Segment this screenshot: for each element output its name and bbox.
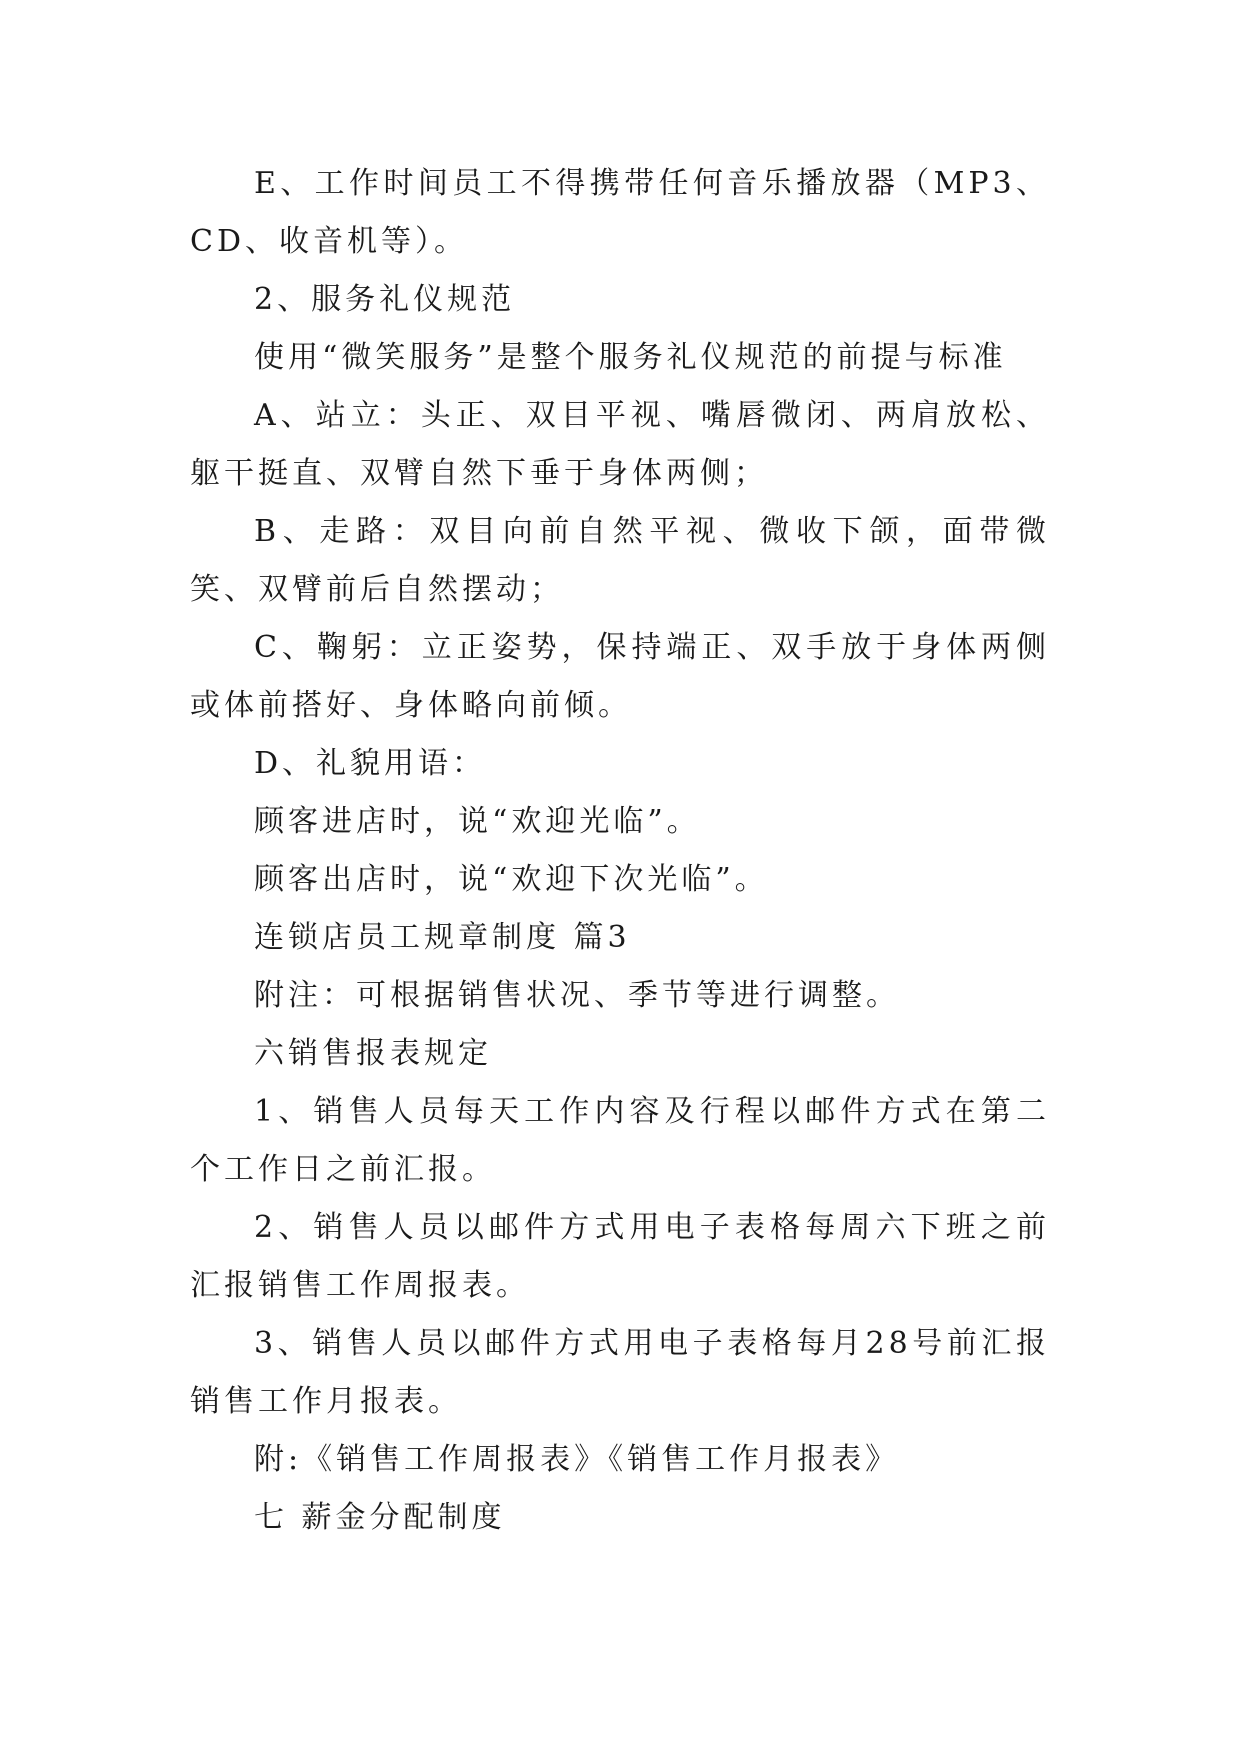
document-body bbox=[190, 155, 1050, 1547]
paragraph-walking: B、走路：双目向前自然平视、微收下颌，面带微笑、双臂前后自然摆动； bbox=[190, 514, 1050, 607]
paragraph-weekly-report: 2、销售人员以邮件方式用电子表格每周六下班之前汇报销售工作周报表。 bbox=[190, 1210, 1050, 1303]
paragraph-greeting-enter: 顾客进店时，说“欢迎光临”。 bbox=[254, 804, 701, 839]
paragraph-polite-language: D、礼貌用语： bbox=[254, 746, 487, 781]
paragraph-music-player-rule: E、工作时间员工不得携带任何音乐播放器（MP3、CD、收音机等）。 bbox=[190, 166, 1050, 259]
heading-service-etiquette: 2、服务礼仪规范 bbox=[254, 282, 516, 317]
paragraph-bowing: C、鞠躬：立正姿势，保持端正、双手放于身体两侧或体前搭好、身体略向前倾。 bbox=[190, 630, 1050, 723]
paragraph-daily-report: 1、销售人员每天工作内容及行程以邮件方式在第二个工作日之前汇报。 bbox=[190, 1094, 1050, 1187]
section-title-chapter-3: 连锁店员工规章制度 篇3 bbox=[254, 920, 631, 955]
heading-salary-system: 七 薪金分配制度 bbox=[254, 1500, 506, 1535]
paragraph-note: 附注：可根据销售状况、季节等进行调整。 bbox=[254, 978, 900, 1013]
paragraph-monthly-report: 3、销售人员以邮件方式用电子表格每月28号前汇报销售工作月报表。 bbox=[190, 1326, 1050, 1419]
paragraph-attachments: 附:《销售工作周报表》《销售工作月报表》 bbox=[254, 1442, 900, 1477]
heading-sales-report: 六销售报表规定 bbox=[254, 1036, 492, 1071]
paragraph-greeting-exit: 顾客出店时，说“欢迎下次光临”。 bbox=[254, 862, 769, 897]
paragraph-smile-service: 使用“微笑服务”是整个服务礼仪规范的前提与标准 bbox=[254, 340, 1007, 375]
paragraph-standing: A、站立：头正、双目平视、嘴唇微闭、两肩放松、躯干挺直、双臂自然下垂于身体两侧； bbox=[190, 398, 1050, 491]
